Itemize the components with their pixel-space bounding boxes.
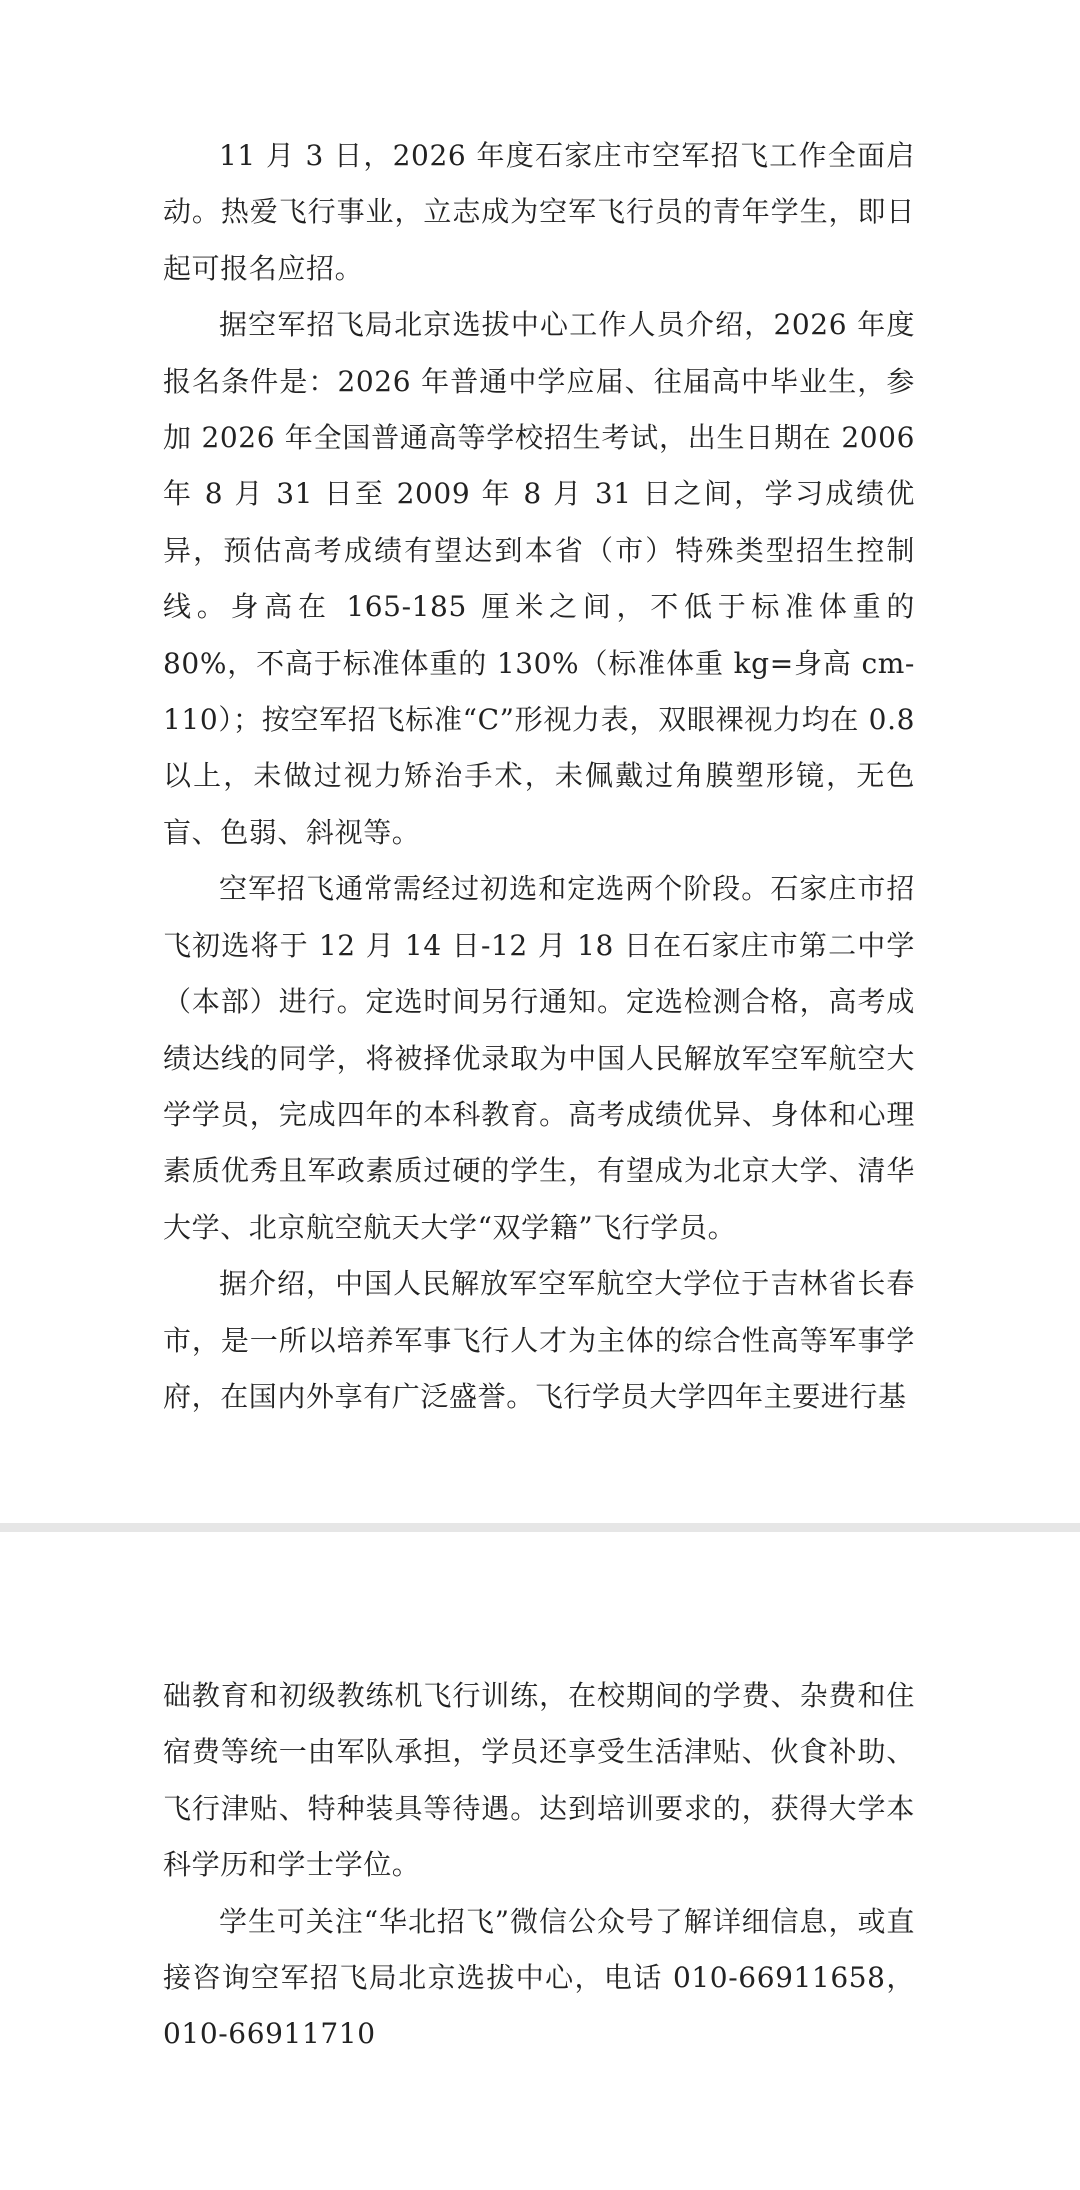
- paragraph-launch-announcement: 11 月 3 日，2026 年度石家庄市空军招飞工作全面启动。热爱飞行事业，立志成为空军飞行员的青年学生，即日起可报名应招。: [163, 139, 915, 285]
- page-1-text: [163, 128, 915, 1425]
- paragraph-selection-stages: 空军招飞通常需经过初选和定选两个阶段。石家庄市招飞初选将于 12 月 14 日-12 月 18 日在石家庄市第二中学（本部）进行。定选时间另行通知。定选检测合格，高考成绩达线的同学，将被择优录取为中国人民解放军空军航空大学学员，完成四年的本科教育。高考成绩优异、身体和心理素质优秀且军政素质过硬的学生，有望成为北京大学、清华大学、北京航空航天大学“双学籍”飞行学员。: [163, 872, 915, 1244]
- page-2-text: [163, 1668, 915, 2063]
- paragraph-contact-info: 学生可关注“华北招飞”微信公众号了解详细信息，或直接咨询空军招飞局北京选拔中心，电话 010-66911658，010-66911710: [163, 1904, 915, 2051]
- page-separator: [0, 1523, 1080, 1532]
- paragraph-university-intro: 据介绍，中国人民解放军空军航空大学位于吉林省长春市，是一所以培养军事飞行人才为主体的综合性高等军事学府，在国内外享有广泛盛誉。飞行学员大学四年主要进行基: [163, 1267, 915, 1413]
- paragraph-university-intro-continued: 础教育和初级教练机飞行训练，在校期间的学费、杂费和住宿费等统一由军队承担，学员还享受生活津贴、伙食补助、飞行津贴、特种装具等待遇。达到培训要求的，获得大学本科学历和学士学位。: [163, 1679, 915, 1882]
- paragraph-eligibility-requirements: 据空军招飞局北京选拔中心工作人员介绍，2026 年度报名条件是：2026 年普通中学应届、往届高中毕业生，参加 2026 年全国普通高等学校招生考试，出生日期在 2006 年 8 月 31 日至 2009 年 8 月 31 日之间，学习成绩优异，预估高考成绩有望达到本省（市）特殊类型招生控制线。身高在 165-185 厘米之间，不低于标准体重的 80%，不高于标准体重的 130%（标准体重 kg=身高 cm-110）；按空军招飞标准“C”形视力表，双眼裸视力均在 0.8 以上，未做过视力矫治手术，未佩戴过角膜塑形镜，无色盲、色弱、斜视等。: [163, 308, 915, 849]
- document-page-2: [0, 1532, 1080, 2190]
